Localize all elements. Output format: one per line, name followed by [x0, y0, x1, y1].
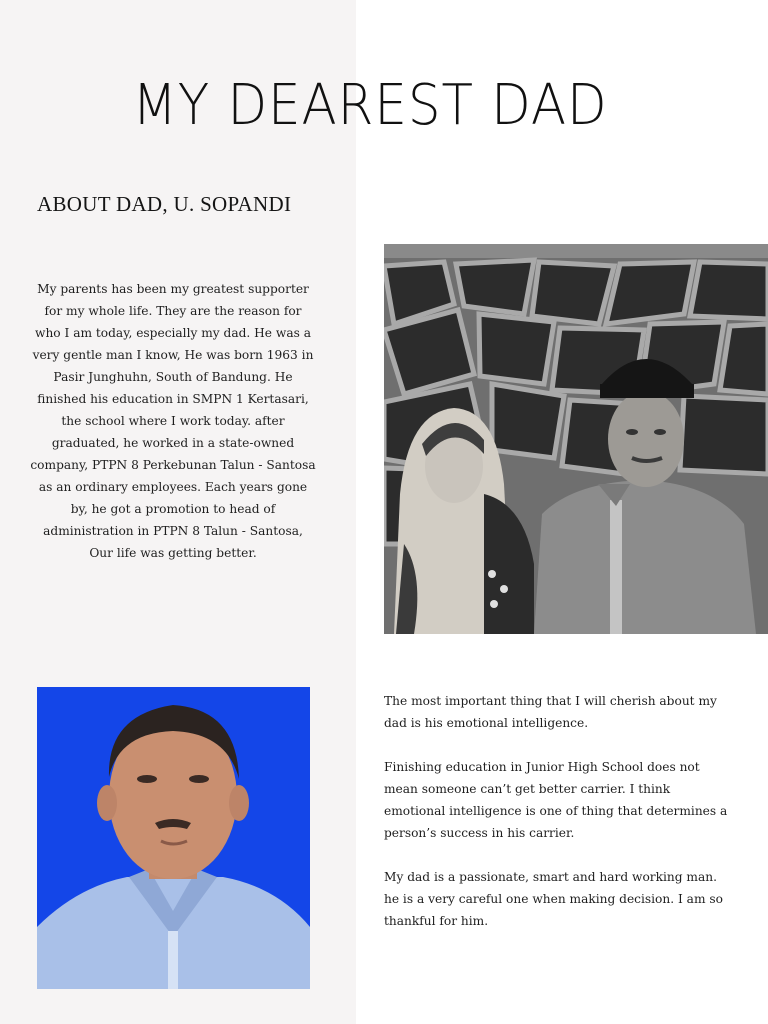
page-title: MY DEAREST DAD [132, 73, 608, 138]
dad-portrait-illustration [37, 687, 310, 989]
intro-text: My parents has been my greatest supporter for my whole life. They are the reason for who I am today, especially my dad. He was a very gentle man I know, He was born 1963 in Pasir Junghuhn, South of Bandung. He finished his education in SMPN 1 Kertasari, the school where I work today. after graduated, he worked in a state-owned company, PTPN 8 Perkebunan Talun - Santosa as an ordinary employees. Each years gone by, he got a promotion to head of administration in PTPN 8 Talun - Santosa, Our life was getting better. [30, 282, 316, 560]
dad-portrait-photo [37, 687, 310, 989]
paragraph-education: Finishing education in Junior High School does not mean someone can’t get better carrier. I think emotional intelligence is one of thing that determines a person’s success in his carrier. [384, 760, 728, 840]
body-text [384, 690, 734, 954]
paragraph-character: My dad is a passionate, smart and hard working man. he is a very careful one when making decision. I am so thankful for him. [384, 870, 723, 928]
family-photo-illustration [384, 244, 768, 634]
section-subtitle: ABOUT DAD, U. SOPANDI [37, 192, 292, 216]
family-photo [384, 244, 768, 634]
intro-paragraph [30, 278, 316, 564]
paragraph-emotional-intelligence: The most important thing that I will cherish about my dad is his emotional intelligence. [384, 694, 717, 730]
